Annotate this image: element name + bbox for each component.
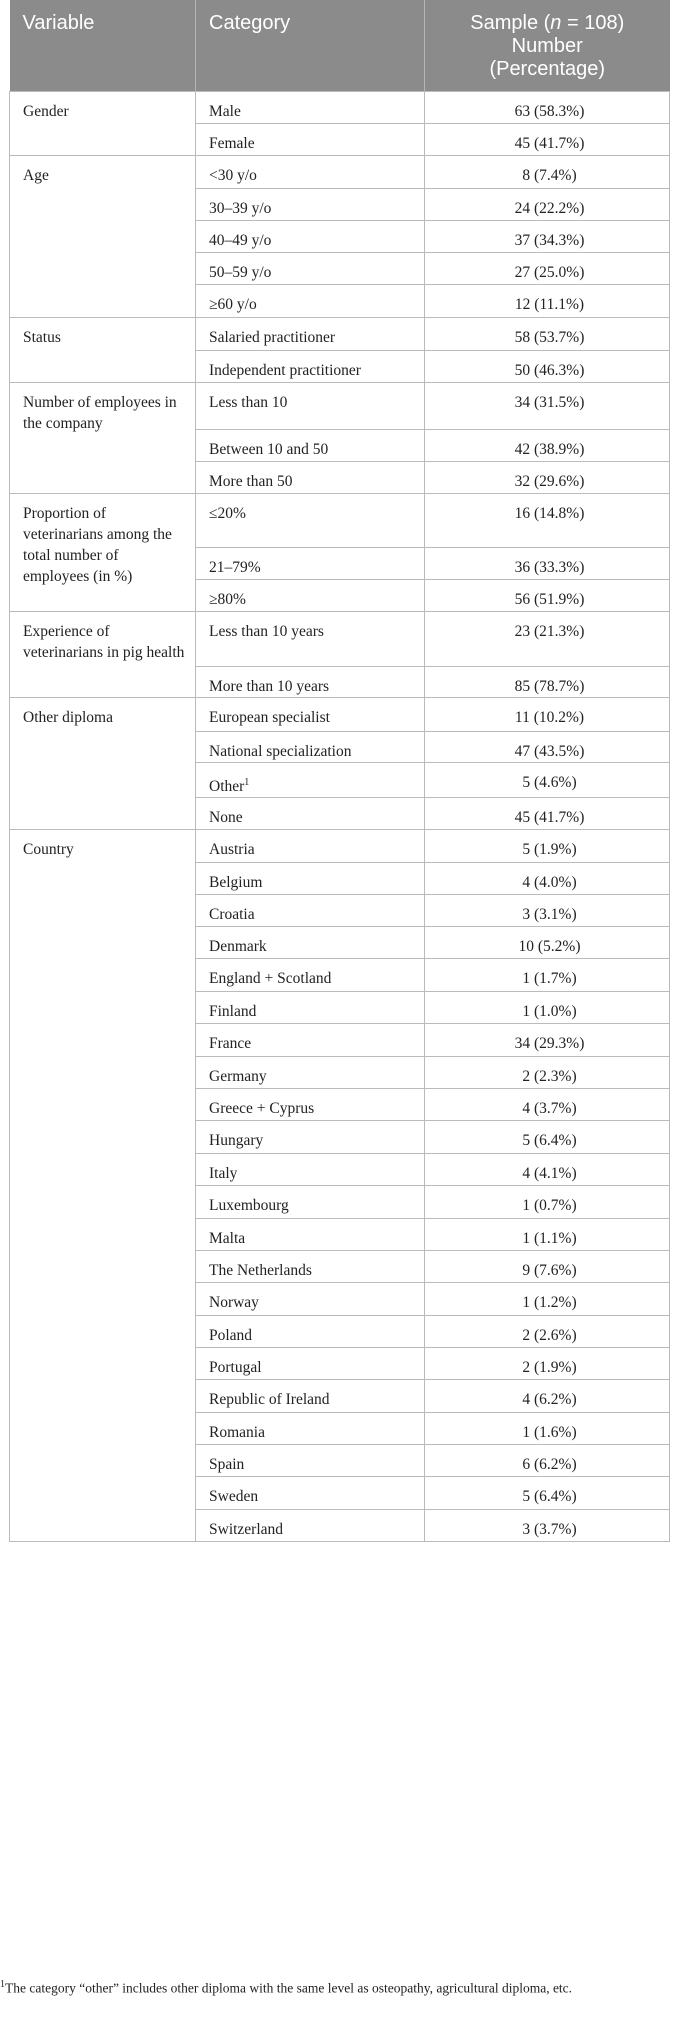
sample-value-cell: 9 (7.6%) [425,1251,670,1283]
category-label: Norway [209,1294,259,1312]
category-cell [196,1251,425,1283]
category-cell [196,959,425,992]
category-label: Male [209,103,241,120]
category-label: Sweden [209,1488,259,1506]
category-cell [196,667,425,698]
variable-cell: Age [10,156,196,318]
table-row [10,92,670,124]
category-cell [196,462,425,494]
sample-value-cell: 34 (31.5%) [425,383,670,430]
category-label: Austria [209,841,255,859]
sample-value-cell: 3 (3.7%) [425,1510,670,1542]
sample-value-cell: 2 (1.9%) [425,1348,670,1380]
table-row [10,830,670,863]
category-label: Luxembourg [209,1197,289,1215]
category-cell [196,494,425,548]
category-label: Poland [209,1327,253,1345]
category-label: Romania [209,1424,265,1442]
category-label: Republic of Ireland [209,1391,330,1409]
sample-value-cell: 50 (46.3%) [425,351,670,383]
sample-value-cell: 1 (0.7%) [425,1186,670,1219]
category-cell [196,1413,425,1445]
category-cell [196,1057,425,1089]
sample-value-cell: 16 (14.8%) [425,494,670,548]
sample-value-cell: 1 (1.2%) [425,1283,670,1316]
category-cell [196,1510,425,1542]
sample-value-cell: 3 (3.1%) [425,895,670,927]
category-label: Germany [209,1068,267,1086]
category-cell [196,221,425,253]
sample-value-cell: 47 (43.5%) [425,732,670,763]
sample-value-cell: 11 (10.2%) [425,698,670,732]
demographics-table [9,0,670,1542]
category-cell [196,895,425,927]
table-row [10,698,670,732]
category-cell [196,927,425,959]
category-cell [196,189,425,221]
category-cell [196,285,425,318]
category-cell [196,1121,425,1154]
category-label: 21–79% [209,559,261,576]
sample-value-cell: 8 (7.4%) [425,156,670,189]
footnote-marker: 1 [0,1979,5,1990]
category-cell [196,1024,425,1057]
category-cell [196,1316,425,1348]
table-body [10,92,670,1542]
category-cell [196,1154,425,1186]
category-label: 30–39 y/o [209,200,272,217]
category-label: <30 y/o [209,167,257,184]
category-label: Malta [209,1230,246,1248]
sample-value-cell: 10 (5.2%) [425,927,670,959]
category-label: Italy [209,1165,238,1183]
variable-cell: Experience of veterinarians in pig health [10,612,196,698]
category-cell [196,1348,425,1380]
sample-value-cell: 24 (22.2%) [425,189,670,221]
sample-value-cell: 6 (6.2%) [425,1445,670,1477]
sample-value-cell: 58 (53.7%) [425,318,670,351]
sample-value-cell: 32 (29.6%) [425,462,670,494]
sample-value-cell: 5 (1.9%) [425,830,670,863]
sample-value-cell: 4 (4.0%) [425,863,670,895]
sample-value-cell: 63 (58.3%) [425,92,670,124]
category-label: Less than 10 years [209,623,324,640]
sample-value-cell: 5 (6.4%) [425,1121,670,1154]
category-cell [196,1380,425,1413]
category-cell [196,1477,425,1510]
footnote [0,1975,670,1998]
category-label: Spain [209,1456,245,1474]
category-cell [196,698,425,732]
sample-value-cell: 27 (25.0%) [425,253,670,285]
category-cell [196,124,425,156]
category-label: Salaried practitioner [209,329,336,346]
category-cell [196,732,425,763]
category-label: Other [209,778,245,796]
category-cell [196,1089,425,1121]
category-label: Belgium [209,874,263,892]
category-label: More than 50 [209,473,293,490]
category-label: 50–59 y/o [209,264,272,281]
sample-value-cell: 1 (1.1%) [425,1219,670,1251]
footnote-ref: 1 [244,777,250,788]
table-row [10,318,670,351]
category-label: France [209,1035,252,1053]
sample-value-cell: 4 (4.1%) [425,1154,670,1186]
sample-value-cell: 1 (1.7%) [425,959,670,992]
category-cell [196,1219,425,1251]
sample-value-cell: 4 (6.2%) [425,1380,670,1413]
category-cell [196,992,425,1024]
category-label: Independent practitioner [209,362,361,379]
category-cell [196,863,425,895]
header-variable: Variable [10,0,196,92]
sample-value-cell: 1 (1.6%) [425,1413,670,1445]
category-cell [196,156,425,189]
category-label: ≥60 y/o [209,296,257,313]
table-row [10,156,670,189]
category-label: National specialization [209,743,352,760]
category-label: Finland [209,1003,257,1021]
sample-value-cell: 2 (2.3%) [425,1057,670,1089]
category-label: None [209,809,243,827]
category-label: More than 10 years [209,678,330,695]
category-label: Switzerland [209,1521,284,1539]
variable-cell: Gender [10,92,196,156]
variable-cell: Other diploma [10,698,196,830]
category-cell [196,1445,425,1477]
category-cell [196,798,425,830]
header-category: Category [196,0,425,92]
sample-value-cell: 1 (1.0%) [425,992,670,1024]
sample-value-cell: 34 (29.3%) [425,1024,670,1057]
category-label: Croatia [209,906,255,924]
header-sample: Sample (n = 108) Number (Percentage) [425,0,670,92]
category-cell [196,1186,425,1219]
sample-value-cell: 37 (34.3%) [425,221,670,253]
category-label: The Netherlands [209,1262,312,1280]
category-cell [196,1283,425,1316]
category-label: Hungary [209,1132,264,1150]
category-cell [196,548,425,580]
table-row [10,494,670,548]
table-row [10,612,670,667]
category-label: Between 10 and 50 [209,441,329,458]
category-label: ≤20% [209,505,246,522]
category-label: England + Scotland [209,970,332,988]
category-label: European specialist [209,709,330,726]
category-cell [196,763,425,798]
sample-value-cell: 42 (38.9%) [425,430,670,462]
sample-value-cell: 4 (3.7%) [425,1089,670,1121]
sample-value-cell: 23 (21.3%) [425,612,670,667]
category-label: Denmark [209,938,267,956]
category-label: Portugal [209,1359,262,1377]
category-label: Female [209,135,255,152]
variable-cell: Status [10,318,196,383]
category-cell [196,430,425,462]
category-label: 40–49 y/o [209,232,272,249]
variable-cell: Number of employees in the company [10,383,196,494]
sample-value-cell: 2 (2.6%) [425,1316,670,1348]
category-label: Greece + Cyprus [209,1100,315,1118]
table-row [10,383,670,430]
category-cell [196,580,425,612]
sample-value-cell: 85 (78.7%) [425,667,670,698]
sample-value-cell: 45 (41.7%) [425,798,670,830]
sample-value-cell: 5 (4.6%) [425,763,670,798]
category-label: Less than 10 [209,394,288,411]
category-cell [196,351,425,383]
footnote-text: The category “other” includes other diploma with the same level as osteopathy, agricultural diploma, etc. [5,1980,573,1996]
sample-value-cell: 12 (11.1%) [425,285,670,318]
category-cell [196,830,425,863]
category-cell [196,253,425,285]
variable-cell: Proportion of veterinarians among the total number of employees (in %) [10,494,196,612]
category-cell [196,612,425,667]
variable-cell: Country [10,830,196,1542]
category-cell [196,383,425,430]
category-label: ≥80% [209,591,246,608]
sample-value-cell: 36 (33.3%) [425,548,670,580]
sample-value-cell: 56 (51.9%) [425,580,670,612]
sample-value-cell: 5 (6.4%) [425,1477,670,1510]
category-cell [196,92,425,124]
sample-value-cell: 45 (41.7%) [425,124,670,156]
table-header [10,0,670,92]
category-cell [196,318,425,351]
